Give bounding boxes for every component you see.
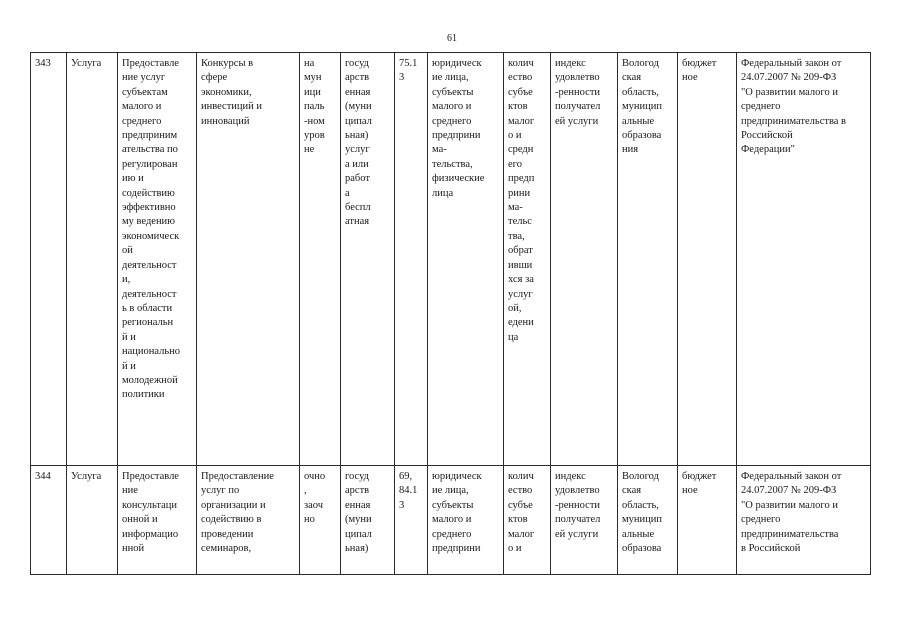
cell-text-line: альные (622, 528, 655, 540)
cell-text-line: Вологод (622, 471, 659, 482)
cell-text-line: предпринимательства (741, 528, 839, 540)
cell-text-line: 84.1 (399, 485, 418, 497)
cell-text-line: й и (122, 331, 136, 343)
cell-text-line: экономики, (201, 86, 252, 98)
cell-text-line: образова (622, 130, 662, 142)
cell-text-line: информацио (122, 528, 179, 540)
cell-text-line: нной (122, 543, 145, 555)
cell-text-line: предпринимательства в (741, 115, 847, 127)
cell-text-line: национально (122, 346, 181, 358)
cell-text-line: среднего (741, 514, 781, 526)
cell-text-line: 24.07.2007 № 209-ФЗ (741, 72, 837, 84)
cell-text-line: сфере (201, 72, 228, 84)
cell-text-line: колич (508, 471, 534, 482)
cell-text-line: едени (508, 317, 534, 329)
cell-text-line: удовлетво (555, 485, 600, 497)
cell-text-line: ество (508, 72, 533, 84)
cell-text-line: область, (622, 499, 659, 511)
cell-text-line: Конкурсы в (201, 58, 254, 69)
cell-text-line: о и (508, 130, 522, 142)
cell-text-line: услуг (508, 288, 533, 300)
cell-text-line: заоч (304, 499, 324, 511)
cell-text-line: енная (345, 499, 371, 511)
cell-text-line: политики (122, 389, 165, 401)
cell-text-line: колич (508, 58, 534, 69)
cell-text-line: бюджет (682, 471, 717, 482)
cell-form (300, 53, 341, 466)
cell-text-line: ей услуги (555, 115, 599, 127)
cell-text-line: среднего (741, 101, 781, 113)
cell-text-line: 69, (399, 471, 413, 482)
cell-text-line: Российской (741, 130, 793, 142)
cell-text-line: семинаров, (201, 543, 252, 555)
cell-text-line: предприним (122, 130, 178, 142)
cell-text-line: работ (345, 173, 370, 185)
cell-text-line: ская (622, 485, 642, 497)
cell-text-line: Федеральный закон от (741, 471, 842, 482)
cell-text-line: й и (122, 360, 136, 372)
cell-text-line: тельс (508, 216, 532, 228)
page-number: 61 (447, 33, 457, 44)
cell-text-line: юридическ (432, 471, 482, 482)
cell-text-line: Федерации" (741, 144, 795, 156)
cell-indicator (504, 466, 551, 575)
cell-text-line: онной и (122, 514, 158, 526)
cell-code (395, 466, 428, 575)
cell-text-line: субъекты (432, 86, 474, 98)
cell-text-line: 3 (399, 499, 405, 511)
cell-text-line: удовлетво (555, 72, 600, 84)
cell-text-line: "О развитии малого и (741, 499, 838, 511)
cell-text-line: ой, (508, 302, 522, 314)
cell-recipients (428, 53, 504, 466)
cell-text-line: "О развитии малого и (741, 86, 838, 98)
cell-text-line: малого и (122, 101, 162, 113)
cell-text-line: енная (345, 86, 371, 98)
cell-text-line: ество (508, 485, 533, 497)
cell-text-line: малого и (432, 101, 472, 113)
cell-text-line: обрат (508, 245, 533, 257)
cell-text-line: ь в области (122, 302, 173, 314)
cell-text-line: арств (345, 485, 370, 497)
cell-text-line: субъе (508, 499, 533, 511)
table-row (31, 466, 871, 575)
cell-text-line: среднего (432, 528, 472, 540)
cell-text-line: предп (508, 173, 535, 185)
cell-text-line: ивши (508, 259, 533, 271)
cell-text-line: -ном (304, 115, 325, 127)
cell-text-line: индекс (555, 471, 586, 482)
cell-text-line: ма- (508, 202, 523, 214)
cell-text-line: малого и (432, 514, 472, 526)
cell-text-line: ательства по (122, 144, 178, 156)
cell-basis (341, 466, 395, 575)
cell-text-line: ой (122, 245, 133, 257)
cell-text-line: тва, (508, 230, 525, 242)
cell-text-line: субъекты (432, 499, 474, 511)
cell-text-line: Федеральный закон от (741, 58, 842, 69)
cell-text-line: ное (682, 72, 698, 84)
cell-text-line: госуд (345, 58, 370, 69)
cell-text-line: субъе (508, 86, 533, 98)
cell-text-line: 3 (399, 72, 405, 84)
cell-text-line: Предоставле (122, 471, 179, 482)
cell-text-line: не (304, 144, 315, 156)
cell-law (737, 466, 871, 575)
cell-quality (551, 53, 618, 466)
cell-text-line: инноваций (201, 115, 250, 127)
register-table (30, 52, 871, 575)
cell-text-line: получател (555, 514, 601, 526)
cell-text-line: му ведению (122, 216, 176, 228)
cell-number: 344 (31, 466, 67, 575)
cell-text-line: атная (345, 216, 370, 228)
cell-text-line: ьная) (345, 543, 369, 555)
cell-text-line: ьная) (345, 130, 369, 142)
cell-form (300, 466, 341, 575)
cell-text-line: 24.07.2007 № 209-ФЗ (741, 485, 837, 497)
cell-text-line: организации и (201, 499, 266, 511)
cell-text-line: эффективно (122, 202, 176, 214)
cell-description (197, 53, 300, 466)
cell-text-line: область, (622, 86, 659, 98)
cell-text-line: ципал (345, 115, 372, 127)
cell-text-line: юридическ (432, 58, 482, 69)
cell-recipients (428, 466, 504, 575)
cell-text-line: Вологод (622, 58, 659, 69)
cell-text-line: ей услуги (555, 528, 599, 540)
table-row (31, 53, 871, 466)
cell-text-line: муницип (622, 514, 662, 526)
cell-text-line: ие лица, (432, 72, 469, 84)
cell-indicator (504, 53, 551, 466)
cell-basis (341, 53, 395, 466)
cell-text-line: рини (508, 187, 531, 199)
cell-text-line: бюджет (682, 58, 717, 69)
cell-text-line: ние услуг (122, 72, 166, 84)
cell-text-line: паль (304, 101, 325, 113)
cell-text-line: (муни (345, 101, 372, 113)
cell-text-line: хся за (508, 274, 534, 286)
cell-region (618, 466, 678, 575)
cell-text-line: ици (304, 86, 321, 98)
cell-service-name (118, 53, 197, 466)
cell-text-line: беспл (345, 202, 371, 214)
cell-text-line: уров (304, 130, 325, 142)
cell-text-line: 75.1 (399, 58, 418, 69)
cell-text-line: а (345, 187, 350, 199)
cell-text-line: консультаци (122, 499, 177, 511)
cell-text-line: Предоставление (201, 471, 274, 482)
cell-text-line: услуг (345, 144, 370, 156)
cell-text-line: ктов (508, 101, 528, 113)
cell-text-line: тельства, (432, 158, 473, 170)
cell-text-line: регулирован (122, 158, 178, 170)
cell-text-line: но (304, 514, 315, 526)
cell-text-line: услуг по (201, 485, 240, 497)
cell-text-line: региональн (122, 317, 174, 329)
cell-text-line: ца (508, 331, 519, 343)
cell-text-line: ие лица, (432, 485, 469, 497)
cell-type: Услуга (67, 53, 118, 466)
cell-text-line: средн (508, 144, 534, 156)
cell-text-line: предприни (432, 130, 481, 142)
cell-text-line: предприни (432, 543, 481, 555)
cell-text-line: ципал (345, 528, 372, 540)
cell-text-line: содействию в (201, 514, 262, 526)
cell-text-line: -ренности (555, 499, 601, 511)
cell-text-line: и, (122, 274, 131, 286)
cell-text-line: получател (555, 101, 601, 113)
cell-text-line: очно (304, 471, 326, 482)
cell-text-line: , (304, 485, 307, 497)
cell-text-line: на (304, 58, 315, 69)
cell-text-line: экономическ (122, 230, 180, 242)
cell-text-line: индекс (555, 58, 586, 69)
cell-text-line: альные (622, 115, 655, 127)
cell-law (737, 53, 871, 466)
cell-code (395, 53, 428, 466)
cell-text-line: госуд (345, 471, 370, 482)
cell-text-line: арств (345, 72, 370, 84)
cell-text-line: ние (122, 485, 138, 497)
cell-number: 343 (31, 53, 67, 466)
cell-description (197, 466, 300, 575)
cell-text-line: в Российской (741, 543, 801, 555)
cell-text-line: малог (508, 115, 535, 127)
cell-text-line: среднего (122, 115, 162, 127)
cell-text-line: ния (622, 144, 639, 156)
cell-text-line: малог (508, 528, 535, 540)
cell-funding (678, 466, 737, 575)
cell-text-line: ное (682, 485, 698, 497)
cell-text-line: среднего (432, 115, 472, 127)
cell-text-line: проведении (201, 528, 254, 540)
cell-text-line: субъектам (122, 86, 168, 98)
cell-region (618, 53, 678, 466)
cell-text-line: физические (432, 173, 485, 185)
cell-text-line: а или (345, 158, 369, 170)
cell-text-line: ская (622, 72, 642, 84)
cell-text-line: Предоставле (122, 58, 179, 69)
cell-text-line: -ренности (555, 86, 601, 98)
cell-text-line: муницип (622, 101, 662, 113)
cell-text-line: образова (622, 543, 662, 555)
cell-funding (678, 53, 737, 466)
cell-quality (551, 466, 618, 575)
cell-text-line: инвестиций и (201, 101, 263, 113)
cell-text-line: содействию (122, 187, 175, 199)
cell-text-line: деятельност (122, 288, 177, 300)
cell-text-line: ию и (122, 173, 144, 185)
cell-text-line: ма- (432, 144, 447, 156)
cell-text-line: (муни (345, 514, 372, 526)
cell-text-line: его (508, 158, 522, 170)
cell-text-line: лица (432, 187, 454, 199)
cell-text-line: деятельност (122, 259, 177, 271)
cell-text-line: мун (304, 72, 322, 84)
cell-text-line: молодежной (122, 374, 178, 386)
cell-type: Услуга (67, 466, 118, 575)
cell-text-line: о и (508, 543, 522, 555)
cell-text-line: ктов (508, 514, 528, 526)
cell-service-name (118, 466, 197, 575)
